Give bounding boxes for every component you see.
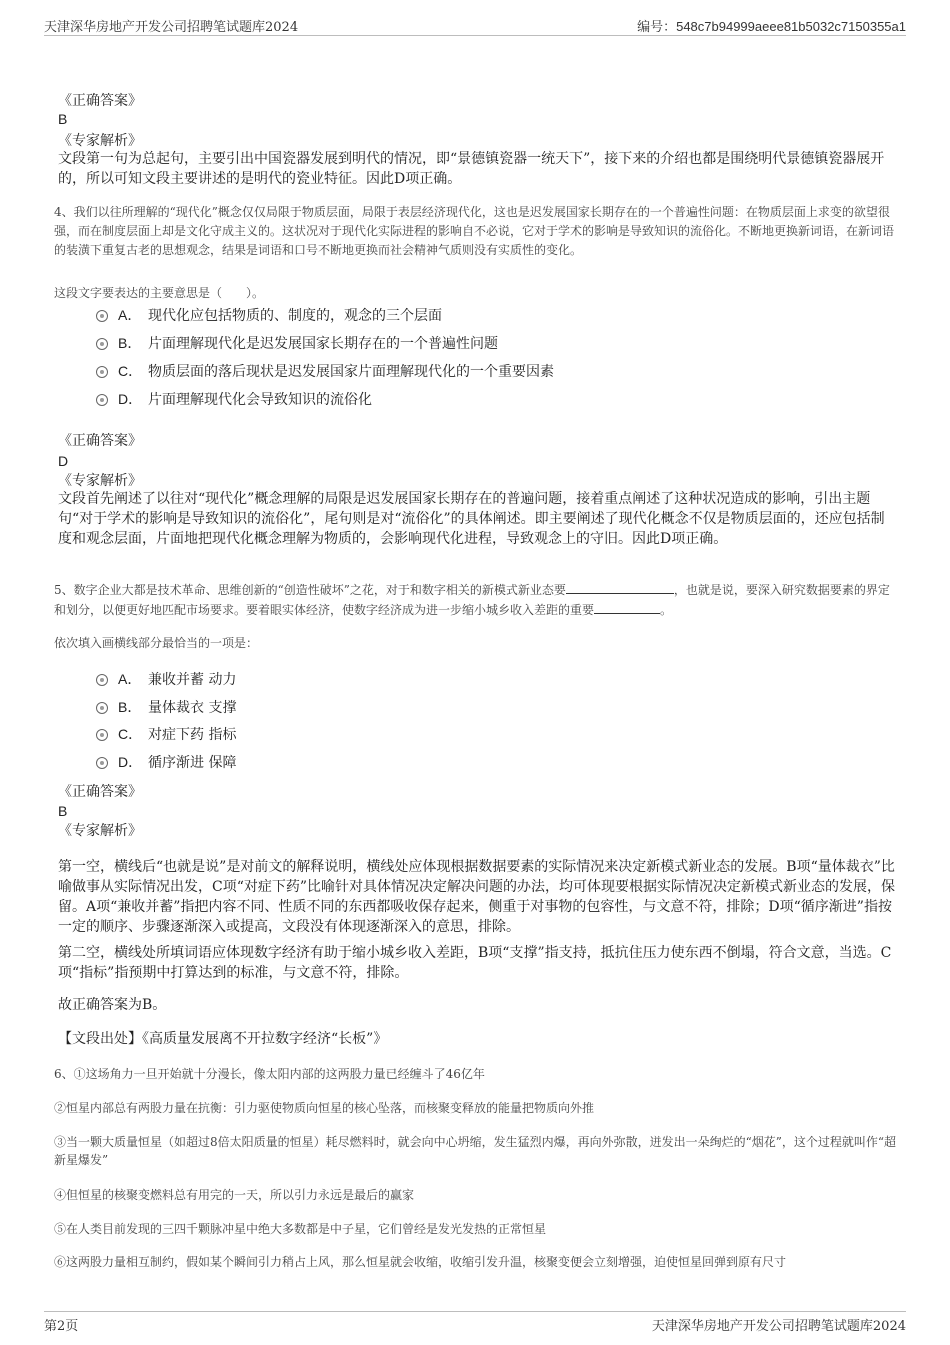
radio-icon[interactable] xyxy=(96,729,108,741)
page-footer xyxy=(44,1311,906,1335)
radio-icon[interactable] xyxy=(96,366,108,378)
option-letter: B． xyxy=(118,335,142,351)
q5-stem-part-a: 5、数字企业大都是技术革命、思维创新的“创造性破坏”之花，对于和数字相关的新模式新业态要 xyxy=(54,583,566,597)
header-title: 天津深华房地产开发公司招聘笔试题库2024 xyxy=(44,20,299,35)
q5-blank-2 xyxy=(594,600,660,614)
radio-icon[interactable] xyxy=(96,702,108,714)
q4-analysis: 文段首先阐述了以往对“现代化”概念理解的局限是迟发展国家长期存在的普遍问题，接着重点阐述了这种状况造成的影响，引出主题句“对于学术的影响是导致知识的流俗化”，尾句则是对“流俗化”的具体阐述。即主要阐述了现代化概念不仅是物质层面的，还应包括制度和观念层面，片面地把现代化概念理解为物质的，会影响现代化进程，导致观念上的守旧。因此D项正确。 xyxy=(58,491,885,547)
option-letter: D． xyxy=(118,391,143,407)
option-letter: C． xyxy=(118,363,143,379)
q4-analysis-label: 《专家解析》 xyxy=(58,473,142,489)
q5-stem xyxy=(54,580,898,620)
option-letter: C． xyxy=(118,726,143,742)
header-code xyxy=(637,16,906,35)
q5-blank-1 xyxy=(566,580,674,594)
q6-sentence-5: ⑤在人类目前发现的三四千颗脉冲星中绝大多数都是中子星，它们曾经是发光发热的正常恒星 xyxy=(54,1222,547,1236)
q3-analysis-label: 《专家解析》 xyxy=(58,133,142,149)
q5-source: 【文段出处】《高质量发展离不开拉数字经济“长板”》 xyxy=(58,1031,388,1047)
page-header xyxy=(44,14,906,36)
q3-analysis: 文段第一句为总起句，主要引出中国瓷器发展到明代的情况，即“景德镇瓷器一统天下”，接下来的介绍也都是围绕明代景德镇瓷器展开的，所以可知文段主要讲述的是明代的瓷业特征。因此D项正确。 xyxy=(58,151,885,187)
q5-stem-part-c: 。 xyxy=(660,603,673,617)
radio-icon[interactable] xyxy=(96,310,108,322)
q6-sentence-1: 6、①这场角力一旦开始就十分漫长，像太阳内部的这两股力量已经缠斗了46亿年 xyxy=(54,1067,485,1081)
option-letter: B． xyxy=(118,699,142,715)
q5-stem-part-b: ，也就是说，要深入研究数据要素的界定和划分，以便更好地匹配市场要求。要着眼实体经济，使数字经济成为进一步缩小城乡收入差距的重要 xyxy=(54,583,890,617)
q6-sentence-4: ④但恒星的核聚变燃料总有用完的一天，所以引力永远是最后的赢家 xyxy=(54,1188,415,1202)
q6-sentence-6: ⑥这两股力量相互制约，假如某个瞬间引力稍占上风，那么恒星就会收缩，收缩引发升温，核聚变便会立刻增强，迫使恒星回弹到原有尺寸 xyxy=(54,1255,787,1269)
option-text: 循序渐进 保障 xyxy=(148,755,237,771)
q5-question: 依次填入画横线部分最恰当的一项是： xyxy=(54,636,259,650)
q4-answer-label: 《正确答案》 xyxy=(58,433,142,449)
q5-analysis-label: 《专家解析》 xyxy=(58,823,142,839)
q6-sentence-3: ③当一颗大质量恒星（如超过8倍太阳质量的恒星）耗尽燃料时，就会向中心坍缩，发生猛烈内爆，再向外弥散，迸发出一朵绚烂的“烟花”，这个过程就叫作“超新星爆发” xyxy=(54,1135,897,1167)
option-text: 现代化应包括物质的、制度的，观念的三个层面 xyxy=(148,308,442,324)
radio-icon[interactable] xyxy=(96,338,108,350)
option-text: 量体裁衣 支撑 xyxy=(148,700,237,716)
radio-icon[interactable] xyxy=(96,757,108,769)
option-letter: A． xyxy=(118,671,142,687)
radio-icon[interactable] xyxy=(96,394,108,406)
q3-answer: B xyxy=(58,111,68,127)
q4-answer: D xyxy=(58,453,69,469)
option-text: 片面理解现代化会导致知识的流俗化 xyxy=(148,392,372,408)
q5-analysis-p2: 第二空，横线处所填词语应体现数字经济有助于缩小城乡收入差距，B项“支撑”指支持，抵抗住压力使东西不倒塌，符合文意，当选。C项“指标”指预期中打算达到的标准，与文意不符，排除。 xyxy=(58,945,892,981)
option-text: 片面理解现代化是迟发展国家长期存在的一个普遍性问题 xyxy=(148,336,498,352)
q4-stem: 4、我们以往所理解的“现代化”概念仅仅局限于物质层面，局限于表层经济现代化，这也是迟发展国家长期存在的一个普遍性问题：在物质层面上求变的欲望很强，而在制度层面上却是文化守成主义的。这状况对于现代化实际进程的影响自不必说，它对于学术的影响是导致知识的流俗化。不断地更换新词语，在新词语的装潢下重复古老的思想观念，结果是词语和口号不断地更换而社会精神气质则没有实质性的变化。 xyxy=(54,205,895,257)
q3-answer-label: 《正确答案》 xyxy=(58,93,142,109)
radio-icon[interactable] xyxy=(96,674,108,686)
q4-question: 这段文字要表达的主要意思是（ ）。 xyxy=(54,286,265,300)
header-code-value: 548c7b94999aeee81b5032c7150355a1 xyxy=(676,19,906,34)
option-letter: A． xyxy=(118,307,142,323)
option-letter: D． xyxy=(118,754,143,770)
q5-analysis-p3: 故正确答案为B。 xyxy=(58,997,167,1013)
footer-page-number: 第2页 xyxy=(44,1319,79,1334)
q6-sentence-2: ②恒星内部总有两股力量在抗衡：引力驱使物质向恒星的核心坠落，而核聚变释放的能量把物质向外推 xyxy=(54,1101,595,1115)
header-code-label: 编号： xyxy=(637,20,677,35)
footer-title: 天津深华房地产开发公司招聘笔试题库2024 xyxy=(651,1319,906,1334)
q5-answer: B xyxy=(58,803,68,819)
option-text: 物质层面的落后现状是迟发展国家片面理解现代化的一个重要因素 xyxy=(148,364,554,380)
q5-answer-label: 《正确答案》 xyxy=(58,784,142,800)
option-text: 兼收并蓄 动力 xyxy=(148,672,237,688)
option-text: 对症下药 指标 xyxy=(148,727,237,743)
q5-analysis-p1: 第一空，横线后“也就是说”是对前文的解释说明，横线处应体现根据数据要素的实际情况来决定新模式新业态的发展。B项“量体裁衣”比喻做事从实际情况出发，C项“对症下药”比喻针对具体情况决定解决问题的办法，均可体现要根据实际情况决定新模式新业态的发展，保留。A项“兼收并蓄”指把内容不同、性质不同的东西都吸收保存起来，侧重于对事物的包容性，与文意不符，排除；D项“循序渐进”指按一定的顺序、步骤逐渐深入或提高，文段没有体现逐渐深入的意思，排除。 xyxy=(58,859,896,935)
